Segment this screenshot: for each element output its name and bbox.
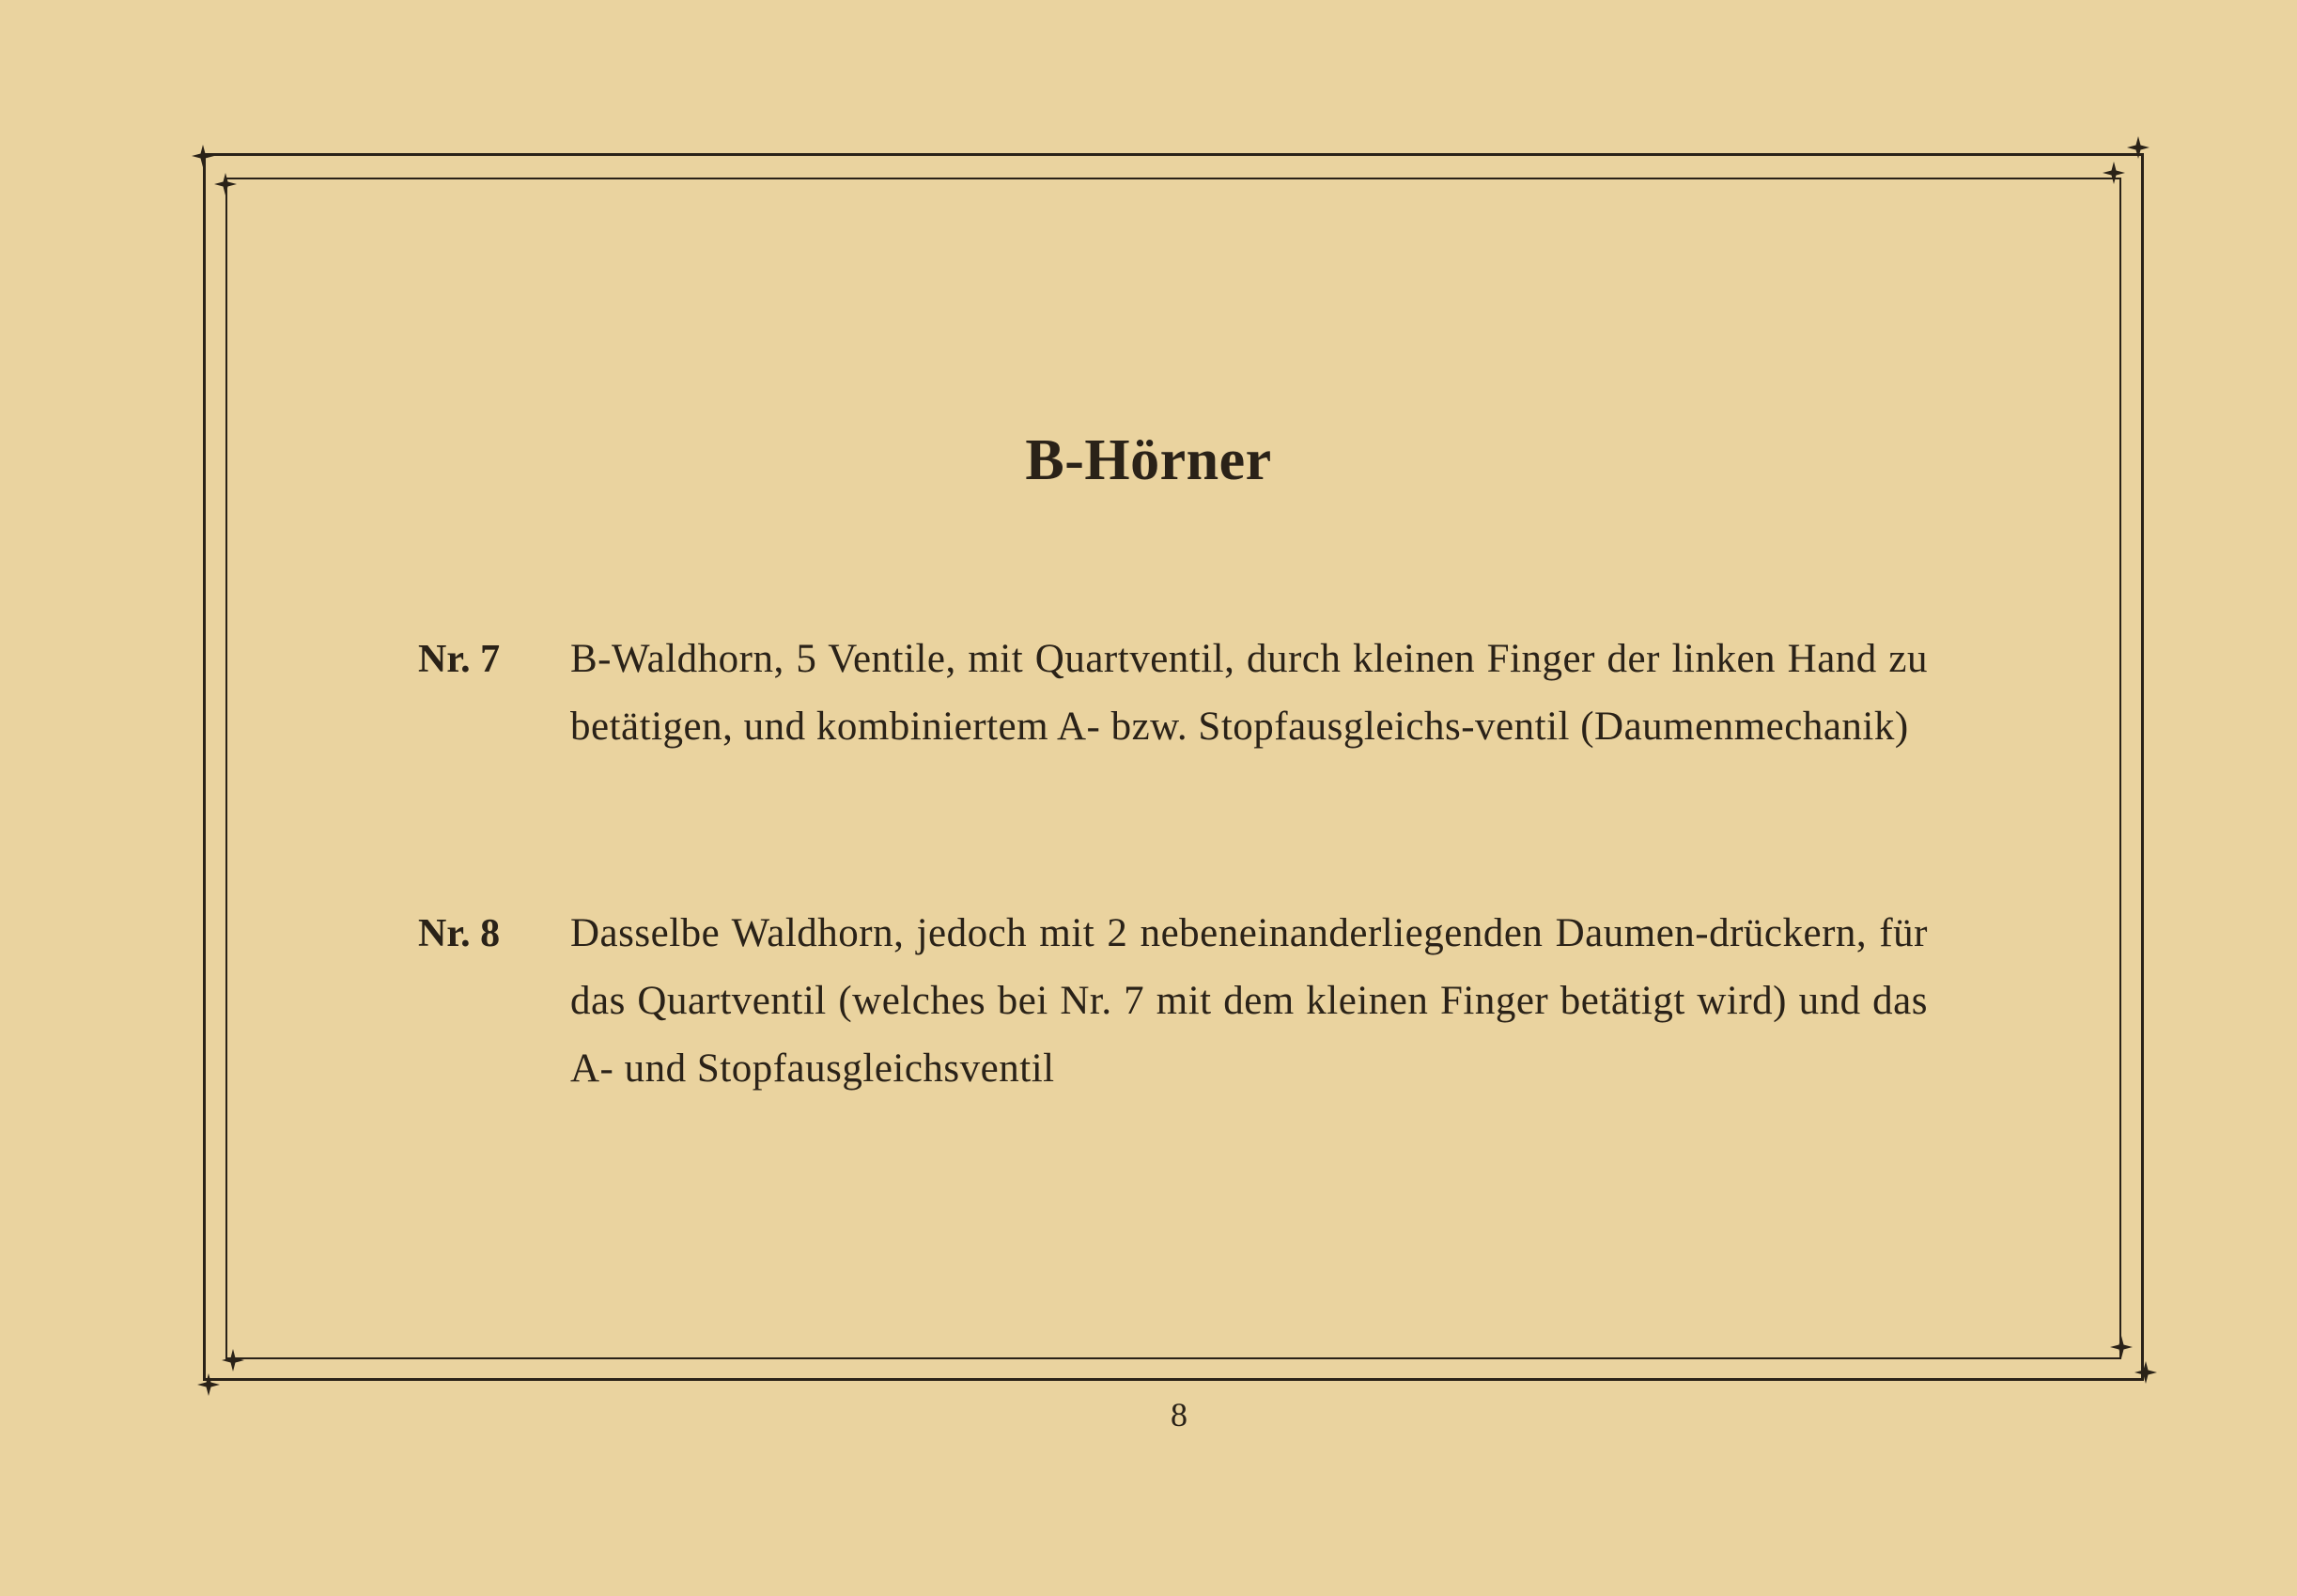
corner-star-icon — [2103, 162, 2125, 184]
corner-star-icon — [2127, 136, 2150, 159]
corner-star-icon — [222, 1349, 244, 1371]
corner-star-icon — [192, 145, 214, 167]
entry-description: B-Waldhorn, 5 Ventile, mit Quartventil, durch kleinen Finger der linken Hand zu betätigen, und kombiniertem A- bzw. Stopfausgleichs-ventil (Daumenmechanik) — [570, 637, 1928, 749]
inner-border-frame — [225, 178, 2121, 1359]
corner-star-icon — [197, 1373, 220, 1396]
page-number: 8 — [1171, 1396, 1187, 1433]
section-heading: B-Hörner — [1025, 428, 1272, 492]
entry-description: Dasselbe Waldhorn, jedoch mit 2 nebeneinanderliegenden Daumen-drückern, für das Quartventil (welches bei Nr. 7 mit dem kleinen Finger betätigt wird) und das A- und Stopfausgleichsventil — [570, 911, 1928, 1091]
entry-number: Nr. 8 — [418, 912, 501, 955]
corner-star-icon — [2110, 1336, 2133, 1358]
corner-star-icon — [214, 173, 237, 195]
corner-star-icon — [2134, 1361, 2157, 1384]
entry-number: Nr. 7 — [418, 638, 501, 681]
